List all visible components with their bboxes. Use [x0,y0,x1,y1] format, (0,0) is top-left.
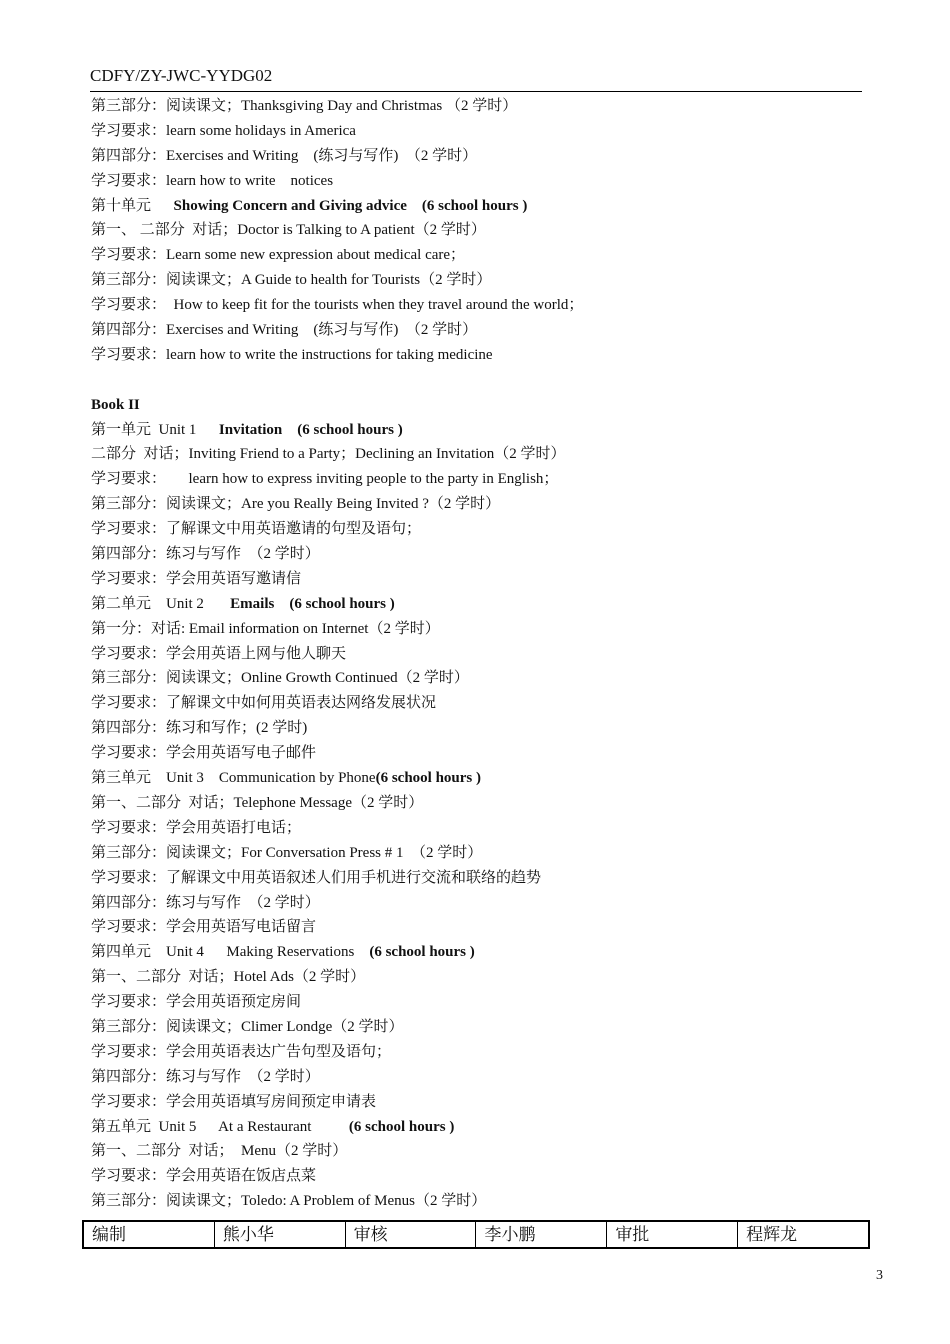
syllabus-line [91,716,861,741]
line-text: 学习要求： How to keep fit for the tourists when they travel around the world； [91,297,584,314]
line-text: 学习要求：学会用英语上网与他人聊天 [91,645,347,662]
line-text: 学习要求：学会用英语写邀请信 [91,570,302,587]
syllabus-line [91,517,861,542]
syllabus-line [91,1139,861,1164]
compiled-name: 熊小华 [214,1221,345,1248]
blank-line [91,368,861,393]
line-text: 第四部分：练习与写作 （2 学时） [91,1068,320,1085]
syllabus-line [91,940,861,965]
line-text: 学习要求：learn some holidays in America [91,122,356,139]
line-text: 学习要求： learn how to express inviting people to the party in English； [91,471,559,488]
line-text: 学习要求：学会用英语写电子邮件 [91,745,317,762]
bold-text: Showing Concern and Giving advice (6 school hours ) [173,197,528,214]
syllabus-line [91,1115,861,1140]
line-text: 第十单元 [91,197,174,214]
syllabus-line [91,691,861,716]
syllabus-line [91,418,861,443]
line-text: 第三部分：阅读课文；A Guide to health for Tourists（2 学时） [91,272,492,289]
line-text: 第四部分：练习与写作 （2 学时） [91,894,320,911]
line-text: 学习要求：了解课文中用英语叙述人们用手机进行交流和联络的趋势 [91,869,542,886]
syllabus-line [91,766,861,791]
syllabus-line [91,866,861,891]
line-text: 第四部分：Exercises and Writing (练习与写作) （2 学时） [91,322,478,339]
line-text: 第三部分：阅读课文；Climer Londge（2 学时） [91,1018,404,1035]
bold-text: (6 school hours ) [375,770,482,787]
syllabus-line [91,1090,861,1115]
line-text: 第三部分：阅读课文；Are you Really Being Invited ?（2 学时） [91,496,501,513]
header-rule [90,91,862,92]
syllabus-line [91,1189,861,1214]
bold-text: Emails (6 school hours ) [230,595,395,612]
signoff-row [83,1221,869,1248]
line-text: 第四部分：Exercises and Writing (练习与写作) （2 学时） [91,147,478,164]
syllabus-line [91,194,861,219]
reviewed-label: 审核 [345,1221,476,1248]
reviewed-name: 李小鹏 [476,1221,607,1248]
line-text: 学习要求：学会用英语预定房间 [91,994,302,1011]
line-text: 第二单元 Unit 2 [91,595,231,612]
syllabus-line [91,642,861,667]
syllabus-line [91,617,861,642]
syllabus-line [91,1015,861,1040]
syllabus-line [91,592,861,617]
line-text: 第一、二部分 对话； Menu（2 学时） [91,1143,348,1160]
signoff-table [82,1220,870,1249]
syllabus-line [91,990,861,1015]
syllabus-line [91,1164,861,1189]
line-text: 学习要求：learn how to write notices [91,172,334,189]
compiled-label: 编制 [83,1221,214,1248]
line-text: 学习要求：学会用英语打电话； [91,819,302,836]
approved-label: 审批 [607,1221,738,1248]
line-text: 第一分：对话: Email information on Internet（2 学时） [91,620,440,637]
syllabus-line [91,791,861,816]
bold-text: Book II [91,396,140,413]
syllabus-line [91,467,861,492]
syllabus-line [91,144,861,169]
syllabus-line [91,816,861,841]
approved-name: 程辉龙 [738,1221,869,1248]
syllabus-line [91,169,861,194]
line-text: 第一、 二部分 对话；Doctor is Talking to A patient（2 学时） [91,222,486,239]
syllabus-line [91,243,861,268]
line-text: 第一、二部分 对话；Hotel Ads（2 学时） [91,969,366,986]
line-text: 学习要求：学会用英语表达广告句型及语句； [91,1043,392,1060]
syllabus-line [91,965,861,990]
line-text: 学习要求：了解课文中如何用英语表达网络发展状况 [91,695,437,712]
syllabus-line [91,442,861,467]
line-text: 第一、二部分 对话；Telephone Message（2 学时） [91,794,424,811]
syllabus-line [91,915,861,940]
page-number: 3 [876,1268,883,1283]
line-text: 学习要求：了解课文中用英语邀请的句型及语句； [91,521,422,538]
line-text: 第一单元 Unit 1 [91,421,219,438]
syllabus-line [91,218,861,243]
syllabus-line [91,741,861,766]
syllabus-line [91,1065,861,1090]
syllabus-line [91,343,861,368]
syllabus-line [91,268,861,293]
syllabus-line [91,393,861,418]
document-code: CDFY/ZY-JWC-YYDG02 [90,66,273,85]
line-text: 二部分 对话；Inviting Friend to a Party；Declining an Invitation（2 学时） [91,446,566,463]
bold-text: (6 school hours ) [369,944,475,961]
syllabus-line [91,318,861,343]
line-text: 第四部分：练习与写作 （2 学时） [91,546,320,563]
bold-text: Invitation (6 school hours ) [218,421,403,438]
syllabus-line [91,1040,861,1065]
line-text: 学习要求：learn how to write the instructions for taking medicine [91,346,493,363]
line-text: 学习要求：学会用英语在饭店点菜 [91,1168,317,1185]
line-text: 第五单元 Unit 5 At a Restaurant [91,1118,349,1135]
syllabus-body [91,94,861,1214]
syllabus-line [91,542,861,567]
line-text: 第三单元 Unit 3 Communication by Phone [91,770,376,787]
line-text: 第三部分：阅读课文；Thanksgiving Day and Christmas （2 学时） [91,98,518,114]
syllabus-line [91,94,861,119]
line-text: 第三部分：阅读课文；Toledo: A Problem of Menus（2 学时） [91,1193,487,1210]
syllabus-line [91,841,861,866]
line-text: 第四部分：练习和写作；(2 学时) [91,720,308,737]
syllabus-line [91,891,861,916]
syllabus-line [91,567,861,592]
syllabus-line [91,293,861,318]
line-text: 第三部分：阅读课文；Online Growth Continued（2 学时） [91,670,469,687]
syllabus-line [91,119,861,144]
syllabus-line [91,492,861,517]
line-text: 第四单元 Unit 4 Making Reservations [91,944,370,961]
syllabus-line [91,666,861,691]
line-text: 学习要求：学会用英语填写房间预定申请表 [91,1093,377,1110]
bold-text: (6 school hours ) [348,1118,455,1135]
line-text: 学习要求：学会用英语写电话留言 [91,919,317,936]
line-text: 学习要求：Learn some new expression about medical care； [91,247,466,264]
line-text: 第三部分：阅读课文；For Conversation Press # 1 （2 学时） [91,844,483,861]
